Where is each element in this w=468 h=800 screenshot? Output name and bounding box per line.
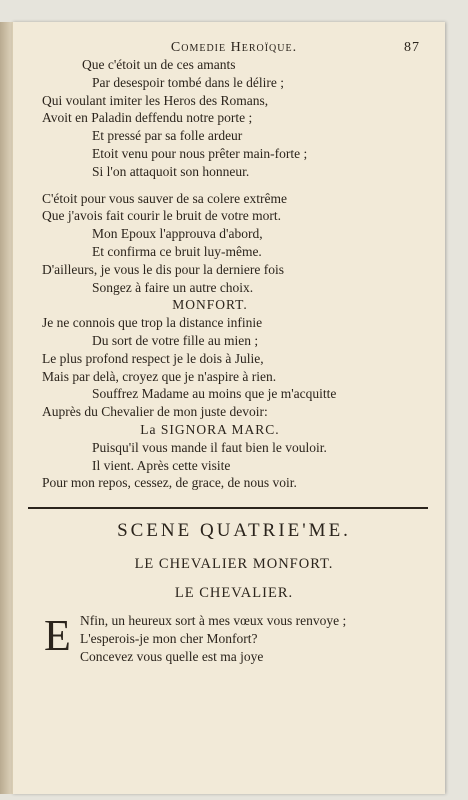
- speaker-chevalier: LE CHEVALIER.: [174, 585, 294, 601]
- verse-line: D'ailleurs, je vous le dis pour la derniere fois: [42, 261, 284, 277]
- scene-title: SCENE QUATRIE'ME.: [117, 520, 351, 541]
- opening-line: Nfin, un heureux sort à mes vœux vous renvoye ;: [80, 613, 347, 628]
- opening-verse: [28, 612, 428, 665]
- verse-line: Avoit en Paladin deffendu notre porte ;: [42, 110, 253, 126]
- verse-line: Du sort de votre fille au mien ;: [92, 332, 259, 348]
- verse-line: Auprès du Chevalier de mon juste devoir:: [42, 404, 268, 420]
- verse-stanza-2: [28, 190, 428, 297]
- verse-line: Par desespoir tombé dans le délire ;: [92, 74, 284, 90]
- opening-line: L'esperois-je mon cher Monfort?: [80, 630, 258, 646]
- running-header: [0, 40, 468, 56]
- verse-stanza-1: [28, 56, 428, 181]
- verse-line: Mon Epoux l'approuva d'abord,: [92, 226, 263, 242]
- verse-line: Etoit venu pour nous prêter main-forte ;: [92, 145, 308, 161]
- verse-signora: [28, 439, 428, 492]
- verse-line: Le plus profond respect je le dois à Julie,: [42, 350, 264, 366]
- verse-line: Que j'avois fait courir le bruit de votre mort.: [42, 208, 281, 224]
- verse-line: Si l'on attaquoit son honneur.: [92, 163, 250, 179]
- verse-line: Souffrez Madame au moins que je m'acquitte: [92, 386, 337, 402]
- verse-line: Qui voulant imiter les Heros des Romans,: [42, 92, 269, 108]
- speaker-signora: La SIGNORA MARC.: [140, 421, 280, 437]
- verse-line: Songez à faire un autre choix.: [92, 279, 254, 295]
- verse-line: Et confirma ce bruit luy-même.: [92, 243, 262, 259]
- verse-block: [28, 56, 428, 492]
- verse-line: Pour mon repos, cessez, de grace, de nous voir.: [42, 475, 297, 491]
- drop-cap: E: [44, 611, 71, 660]
- speaker-monfort: MONFORT.: [172, 297, 248, 313]
- scene-characters: LE CHEVALIER MONFORT.: [134, 556, 334, 572]
- page-number: 87: [404, 40, 420, 55]
- scene-divider: [28, 507, 428, 509]
- running-title: Comedie Heroïque.: [170, 40, 298, 55]
- verse-line: Mais par delà, croyez que je n'aspire à rien.: [42, 368, 277, 384]
- verse-line: Puisqu'il vous mande il faut bien le vouloir.: [92, 439, 327, 455]
- verse-line: Il vient. Après cette visite: [92, 457, 231, 473]
- verse-monfort: [28, 314, 428, 421]
- verse-line: Que c'étoit un de ces amants: [82, 57, 236, 72]
- verse-line: C'étoit pour vous sauver de sa colere extrême: [42, 190, 287, 206]
- verse-line: Je ne connois que trop la distance infinie: [42, 315, 263, 331]
- verse-line: Et pressé par sa folle ardeur: [92, 128, 243, 144]
- opening-line: Concevez vous quelle est ma joye: [80, 648, 264, 664]
